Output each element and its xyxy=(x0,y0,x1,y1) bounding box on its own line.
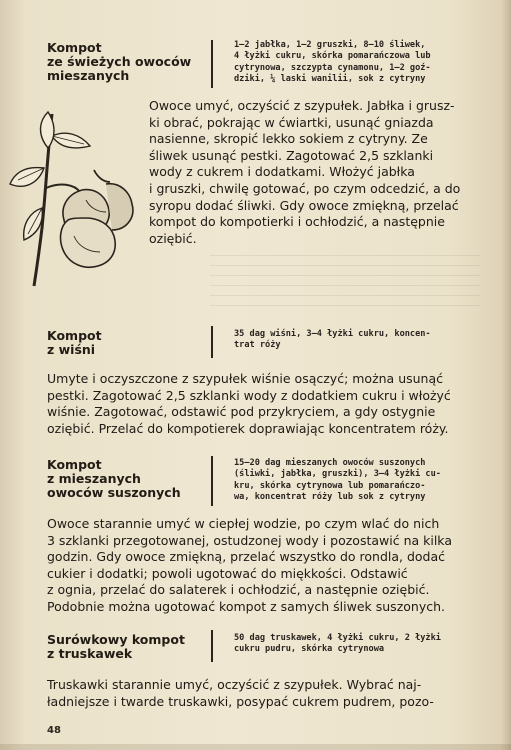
title-line: owoców suszonych xyxy=(47,485,181,500)
body-line: Umyte i oczyszczone z szypułek wiśnie osączyć; można usunąć xyxy=(47,371,444,386)
body-line: syropu dodać śliwki. Gdy owoce zmiękną, przelać xyxy=(149,197,459,213)
page-edge-shadow xyxy=(501,0,511,750)
ingredient-line: 4 łyżki cukru, skórka pomarańczowa lub xyxy=(234,51,431,62)
body-line: ki obrać, pokrając w ćwiartki, usunąć gniazda xyxy=(149,114,434,130)
title-line: mieszanych xyxy=(47,68,130,83)
ingredient-line: (śliwki, jabłka, gruszki), 3—4 łyżki cu- xyxy=(234,469,441,480)
body-line: z ognia, przelać do salaterek i ochłodzić, a następnie oziębić. xyxy=(47,582,430,598)
instructions-cherry-compote xyxy=(47,371,476,437)
page-bottom-edge xyxy=(0,744,511,750)
body-line: nasienne, skropić lekko sokiem z cytryny. Ze xyxy=(149,131,428,147)
ingredient-line: kru, skórka cytrynowa lub pomarańczo- xyxy=(234,480,426,491)
bleed-through-texture xyxy=(210,255,480,315)
title-separator xyxy=(211,630,213,662)
body-line: wiśnie. Zagotować, odstawić pod przykryciem, a gdy ostygnie xyxy=(47,404,436,420)
body-line: Podobnie można ugotować kompot z samych śliwek suszonych. xyxy=(47,598,445,614)
title-line: z mieszanych xyxy=(47,471,141,486)
ingredient-line: cukru pudru, skórka cytrynowa xyxy=(234,644,385,655)
page-number: 48 xyxy=(47,725,61,736)
body-line: kompot do kompotierki i ochłodzić, a następnie xyxy=(149,214,445,230)
body-line: Owoce starannie umyć w ciepłej wodzie, po czym wlać do nich xyxy=(47,516,440,531)
body-line: i gruszki, chwilę gotować, po czym odcedzić, a do xyxy=(149,180,461,196)
ingredient-line: dziki, ¼ laski wanilii, sok z cytryny xyxy=(234,74,426,85)
ingredient-line: 35 dag wiśni, 3—4 łyżki cukru, koncen- xyxy=(234,329,431,339)
body-line: wody z cukrem i dodatkami. Włożyć jabłka xyxy=(149,164,415,180)
title-line: Surówkowy kompot xyxy=(47,632,185,647)
body-line: ładniejsze i twarde truskawki, posypać cukrem pudrem, pozo- xyxy=(47,693,434,709)
instructions-strawberry-compote xyxy=(47,677,476,710)
ingredient-line: 15—20 dag mieszanych owoców suszonych xyxy=(234,458,426,468)
title-line: Kompot xyxy=(47,457,102,472)
title-line: ze świeżych owoców xyxy=(47,54,192,69)
ingredients-fresh-fruit-compote xyxy=(234,40,477,86)
ingredient-line: 50 dag truskawek, 4 łyżki cukru, 2 łyżki xyxy=(234,633,441,643)
instructions-dried-fruit-compote xyxy=(47,516,476,616)
ingredient-line: 1—2 jabłka, 1—2 gruszki, 8—10 śliwek, xyxy=(234,40,426,50)
recipe-title-cherry-compote xyxy=(47,329,102,357)
title-line: z truskawek xyxy=(47,646,133,661)
title-line: z wiśni xyxy=(47,342,96,357)
ingredients-strawberry-compote xyxy=(234,633,477,656)
body-line: pestki. Zagotować 2,5 szklanki wody z dodatkiem cukru i włożyć xyxy=(47,387,451,403)
pear-branch-illustration xyxy=(8,108,143,288)
ingredient-line: cytrynowa, szczypta cynamonu, 1—2 goź- xyxy=(234,62,431,73)
title-separator xyxy=(211,40,213,88)
body-line: Owoce umyć, oczyścić z szypułek. Jabłka i grusz- xyxy=(149,98,455,113)
title-line: Kompot xyxy=(47,40,102,55)
body-line: cukier i dodatki; powoli ugotować do miękkości. Odstawić xyxy=(47,565,408,581)
body-line: Truskawki starannie umyć, oczyścić z szypułek. Wybrać naj- xyxy=(47,677,422,692)
title-line: Kompot xyxy=(47,328,102,343)
recipe-title-strawberry-compote xyxy=(47,633,185,661)
ingredients-dried-fruit-compote xyxy=(234,458,477,504)
body-line: śliwek usunąć pestki. Zagotować 2,5 szklanki xyxy=(149,147,434,163)
recipe-title-fresh-fruit-compote xyxy=(47,41,191,83)
ingredient-line: wa, koncentrat róży lub sok z cytryny xyxy=(234,492,426,503)
body-line: 3 szklanki przegotowanej, ostudzonej wody i pozostawić na kilka xyxy=(47,532,452,548)
ingredient-line: trat róży xyxy=(234,340,281,351)
ingredients-cherry-compote xyxy=(234,329,477,352)
instructions-fresh-fruit-compote xyxy=(149,98,475,247)
body-line: oziębić. xyxy=(149,230,197,246)
body-line: godzin. Gdy owoce zmiękną, przelać wszystko do rondla, dodać xyxy=(47,549,446,565)
title-separator xyxy=(211,456,213,506)
title-separator xyxy=(211,326,213,358)
recipe-title-dried-fruit-compote xyxy=(47,458,181,500)
body-line: oziębić. Przelać do kompotierek doprawiając koncentratem róży. xyxy=(47,420,449,436)
